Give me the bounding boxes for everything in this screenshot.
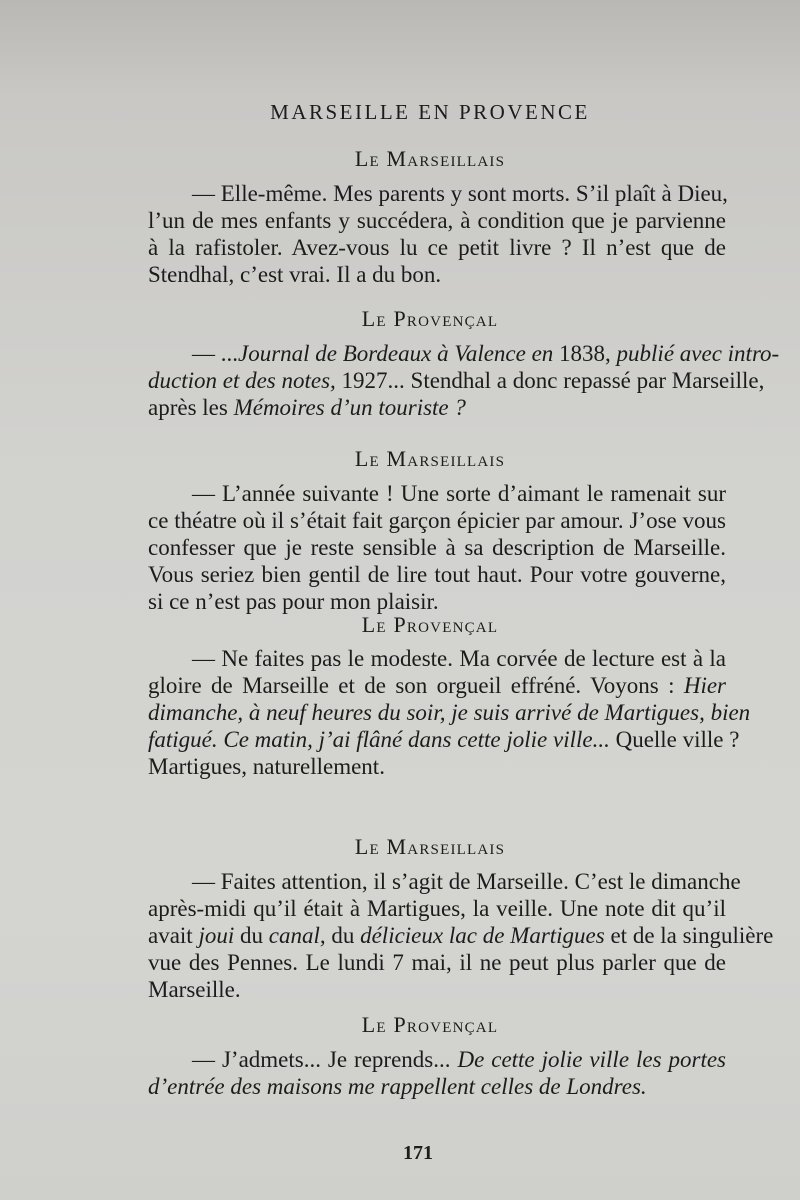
italic-quote: duction et des notes,	[148, 368, 336, 393]
italic-quote: canal,	[268, 923, 326, 948]
speaker-heading: Le Marseillais	[354, 834, 506, 859]
text-line: gloire de Marseille et de son orgueil effréné. Voyons : Hier	[148, 673, 726, 698]
text-line: confesser que je reste sensible à sa description de Marseille.	[148, 535, 726, 560]
text-line: — ...Journal de Bordeaux à Valence en 1838, publié avec intro-	[192, 341, 780, 366]
page-number: 171	[403, 1142, 433, 1164]
text-line: Marseille.	[148, 977, 241, 1002]
speaker-heading: Le Provençal	[361, 306, 499, 331]
running-head: MARSEILLE EN PROVENCE	[270, 100, 590, 124]
dialogue-paragraph	[148, 340, 780, 421]
text-line: Stendhal, c’est vrai. Il a du bon.	[148, 262, 442, 287]
text-line	[148, 1073, 726, 1100]
text-line: — Ne faites pas le modeste. Ma corvée de lecture est à la	[192, 646, 726, 671]
italic-quote: De cette jolie ville les portes	[457, 1047, 726, 1072]
text-line: duction et des notes, 1927... Stendhal a donc repassé par Marseille,	[148, 368, 765, 393]
italic-quote: publié avec intro-	[616, 341, 780, 366]
italic-quote: Hier	[683, 673, 726, 698]
dialogue-paragraph	[148, 868, 774, 1003]
text-line: fatigué. Ce matin, j’ai flâné dans cette jolie ville... Quelle ville ?	[148, 727, 740, 752]
italic-quote: joui	[198, 923, 235, 948]
text-line: — Elle-même. Mes parents y sont morts. S’il plaît à Dieu,	[192, 181, 728, 206]
text-line: à la rafistoler. Avez-vous lu ce petit livre ? Il n’est que de	[148, 235, 726, 260]
text-line: vue des Pennes. Le lundi 7 mai, il ne peut plus parler que de	[148, 950, 726, 975]
text-line: Vous seriez bien gentil de lire tout haut. Pour votre gouverne,	[148, 562, 726, 587]
dialogue-paragraph	[148, 480, 726, 615]
text-line: après-midi qu’il était à Martigues, la veille. Une note dit qu’il	[148, 896, 726, 921]
text-line: avait joui du canal, du délicieux lac de Martigues et de la singulière	[148, 923, 774, 948]
italic-quote: Journal de Bordeaux à Valence en	[238, 341, 554, 366]
italic-quote: délicieux lac de Martigues	[360, 923, 605, 948]
italic-quote: dimanche, à neuf heures du soir, je suis arrivé de Martigues, bien	[148, 700, 751, 725]
italic-quote: d’entrée des maisons me rappellent celles de Londres.	[148, 1074, 647, 1099]
text-line	[148, 699, 751, 726]
dialogue-paragraph	[148, 645, 751, 780]
speaker-heading: Le Marseillais	[354, 146, 506, 171]
text-line: — L’année suivante ! Une sorte d’aimant le ramenait sur	[192, 481, 726, 506]
text-line: — J’admets... Je reprends... De cette jolie ville les portes	[192, 1047, 726, 1072]
text-line: si ce n’est pas pour mon plaisir.	[148, 589, 439, 614]
speaker-heading: Le Marseillais	[354, 446, 506, 471]
text-line: l’un de mes enfants y succédera, à condition que je parvienne	[148, 208, 726, 233]
text-line: après les Mémoires d’un touriste ?	[148, 395, 466, 420]
dialogue-paragraph	[148, 1046, 726, 1100]
text-line: ce théatre où il s’était fait garçon épicier par amour. J’ose vous	[148, 508, 726, 533]
text-line: Martigues, naturellement.	[148, 754, 385, 779]
dialogue-paragraph	[148, 180, 726, 288]
text-line: — Faites attention, il s’agit de Marseille. C’est le dimanche	[192, 869, 741, 894]
italic-quote: Mémoires d’un touriste ?	[233, 395, 466, 420]
speaker-heading: Le Provençal	[361, 1012, 499, 1037]
speaker-heading: Le Provençal	[361, 612, 499, 637]
italic-quote: fatigué. Ce matin, j’ai flâné dans cette jolie ville...	[148, 727, 610, 752]
